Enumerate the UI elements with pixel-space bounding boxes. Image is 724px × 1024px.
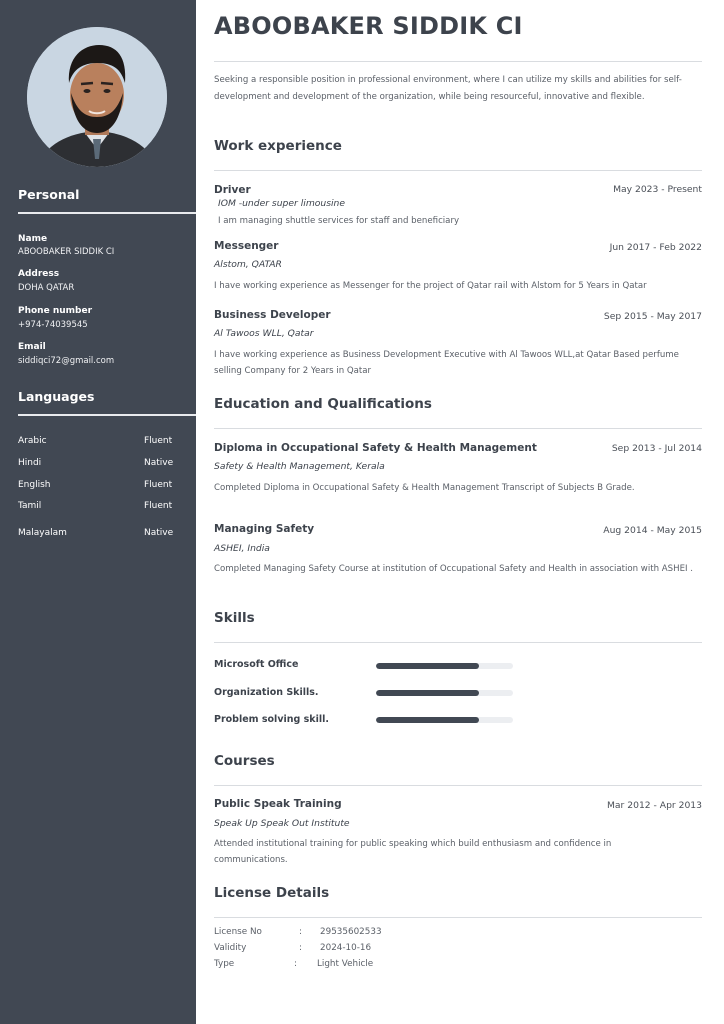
license-value: 29535602533 bbox=[320, 927, 382, 937]
license-divider bbox=[214, 917, 702, 918]
avatar bbox=[27, 27, 167, 167]
license-value: Light Vehicle bbox=[317, 959, 374, 969]
skill-bar-fill bbox=[376, 690, 479, 696]
education-desc: Completed Managing Safety Course at institution of Occupational Safety and Health in association with ASHEI . bbox=[214, 564, 693, 574]
skill-bar bbox=[376, 663, 513, 669]
email-label: Email bbox=[18, 342, 46, 352]
job-date: May 2023 - Present bbox=[613, 184, 702, 195]
skill-bar bbox=[376, 717, 513, 723]
job-title: Driver bbox=[214, 184, 251, 196]
education-date: Aug 2014 - May 2015 bbox=[603, 525, 702, 536]
language-level: Native bbox=[144, 458, 174, 468]
language-name: English bbox=[18, 480, 51, 490]
license-separator: : bbox=[299, 943, 302, 953]
education-date: Sep 2013 - Jul 2014 bbox=[611, 443, 702, 454]
skill-name: Organization Skills. bbox=[214, 687, 319, 698]
course-org: Speak Up Speak Out Institute bbox=[214, 818, 350, 829]
summary-text: Seeking a responsible position in professional environment, where I can utilize my skills and abilities for self-development and development of the organization, while being resourceful, innovative and flexible. bbox=[214, 75, 682, 102]
work-divider bbox=[214, 170, 702, 171]
personal-heading: Personal bbox=[18, 187, 80, 202]
work-heading: Work experience bbox=[214, 138, 342, 154]
job-desc: I am managing shuttle services for staff and beneficiary bbox=[218, 216, 460, 226]
languages-heading: Languages bbox=[18, 389, 95, 404]
name-value: ABOOBAKER SIDDIK CI bbox=[18, 247, 115, 257]
language-name: Hindi bbox=[18, 458, 42, 468]
job-org: Alstom, QATAR bbox=[214, 259, 282, 270]
language-level: Fluent bbox=[144, 480, 173, 490]
language-name: Tamil bbox=[18, 501, 42, 511]
email-value: siddiqci72@gmail.com bbox=[18, 356, 115, 366]
education-title: Diploma in Occupational Safety & Health Management bbox=[214, 442, 537, 454]
job-org: Al Tawoos WLL, Qatar bbox=[214, 328, 314, 339]
education-org: ASHEI, India bbox=[214, 543, 270, 554]
license-label: Type bbox=[214, 959, 235, 969]
job-title: Messenger bbox=[214, 240, 279, 252]
header-divider bbox=[214, 61, 702, 62]
education-title: Managing Safety bbox=[214, 523, 315, 535]
job-desc: I have working experience as Business Development Executive with Al Tawoos WLL,at Qatar Based perfume selling Company for 2 Years in Qatar bbox=[214, 350, 679, 376]
language-level: Fluent bbox=[144, 436, 173, 446]
skill-name: Microsoft Office bbox=[214, 659, 299, 670]
language-name: Malayalam bbox=[18, 528, 67, 538]
education-desc: Completed Diploma in Occupational Safety & Health Management Transcript of Subjects B Grade. bbox=[214, 483, 635, 493]
sidebar bbox=[0, 0, 196, 1024]
job-title: Business Developer bbox=[214, 309, 331, 321]
skill-name: Problem solving skill. bbox=[214, 714, 329, 725]
name-label: Name bbox=[18, 234, 48, 244]
phone-value: +974-74039545 bbox=[18, 320, 88, 330]
language-name: Arabic bbox=[18, 436, 47, 446]
license-separator: : bbox=[299, 927, 302, 937]
languages-divider bbox=[18, 414, 196, 416]
job-desc: I have working experience as Messenger for the project of Qatar rail with Alstom for 5 Years in Qatar bbox=[214, 281, 647, 291]
skills-heading: Skills bbox=[214, 610, 255, 626]
course-date: Mar 2012 - Apr 2013 bbox=[607, 800, 702, 811]
course-desc: Attended institutional training for public speaking which build enthusiasm and confidence in communications. bbox=[214, 839, 612, 865]
license-separator: : bbox=[294, 959, 297, 969]
language-level: Fluent bbox=[144, 501, 173, 511]
skills-divider bbox=[214, 642, 702, 643]
profile-photo bbox=[27, 27, 167, 167]
job-org: IOM -under super limousine bbox=[218, 198, 346, 209]
courses-divider bbox=[214, 785, 702, 786]
personal-divider bbox=[18, 212, 196, 214]
skill-bar bbox=[376, 690, 513, 696]
education-org: Safety & Health Management, Kerala bbox=[214, 461, 385, 472]
license-label: License No bbox=[214, 927, 262, 937]
job-date: Sep 2015 - May 2017 bbox=[603, 311, 702, 322]
language-level: Native bbox=[144, 528, 174, 538]
courses-heading: Courses bbox=[214, 753, 275, 769]
license-value: 2024-10-16 bbox=[320, 943, 372, 953]
address-label: Address bbox=[18, 269, 60, 279]
education-heading: Education and Qualifications bbox=[214, 396, 432, 412]
education-divider bbox=[214, 428, 702, 429]
job-date: Jun 2017 - Feb 2022 bbox=[609, 242, 702, 253]
skill-bar-fill bbox=[376, 663, 479, 669]
address-value: DOHA QATAR bbox=[18, 283, 75, 293]
skill-bar-fill bbox=[376, 717, 479, 723]
phone-label: Phone number bbox=[18, 306, 93, 316]
license-heading: License Details bbox=[214, 885, 330, 901]
resume-name: ABOOBAKER SIDDIK CI bbox=[214, 12, 523, 40]
license-label: Validity bbox=[214, 943, 247, 953]
course-title: Public Speak Training bbox=[214, 798, 342, 810]
